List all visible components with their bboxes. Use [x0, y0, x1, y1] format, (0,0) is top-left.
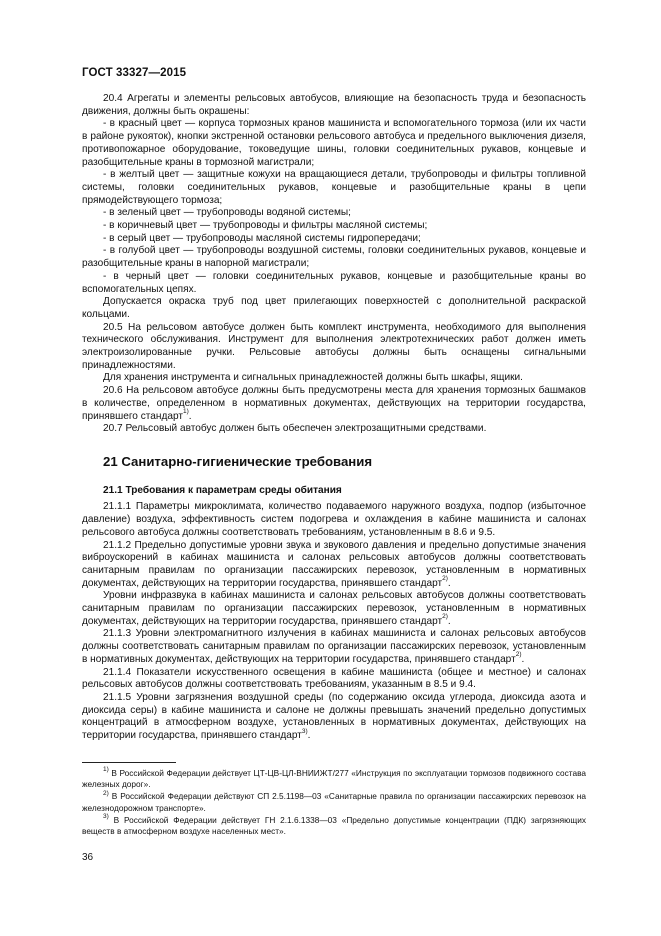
paragraph-21-1-2-text: 21.1.2 Предельно допустимые уровни звука и звукового давления и предельно допустимые значения виброускорений в кабинах машиниста и салонах рельсовых автобусов должны соответствовать санитарным правилам по организации пассажирских перевозок, установленным в нормативных документах, действующих на территории государства, принявшего стандарт	[82, 539, 586, 589]
paragraph-21-1-2-end: .	[447, 577, 451, 589]
paragraph-storage: Для хранения инструмента и сигнальных принадлежностей должны быть шкафы, ящики.	[103, 372, 523, 384]
footnote-text-1: В Российской Федерации действует ЦТ-ЦВ-ЦЛ-ВНИИЖТ/277 «Инструкция по эксплуатации тормозов подвижного состава железных дорог».	[82, 768, 586, 790]
paragraph-20-7: 20.7 Рельсовый автобус должен быть обеспечен электрозащитными средствами.	[103, 423, 487, 435]
paragraph-21-1-3	[82, 628, 586, 666]
subsection-title: 21.1 Требования к параметрам среды обитания	[103, 484, 342, 496]
footnote-2	[82, 791, 586, 813]
page-number: 36	[82, 852, 94, 863]
paragraph-infrasound-end: .	[447, 615, 451, 627]
paragraph-20-6-end: .	[188, 410, 192, 422]
document-header: ГОСТ 33327—2015	[82, 67, 187, 79]
footnote-mark-3: 3)	[103, 813, 109, 821]
list-item-brown: - в коричневый цвет — трубопроводы и фильтры масляной системы;	[103, 220, 428, 232]
list-item-green: - в зеленый цвет — трубопроводы водяной системы;	[103, 207, 351, 219]
section-title: 21 Санитарно-гигиенические требования	[103, 453, 373, 469]
footnote-ref-2b[interactable]: 2)	[442, 613, 448, 621]
paragraph-20-4: 20.4 Агрегаты и элементы рельсовых автобусов, влияющие на безопасность труда и безопасность движения, должны быть окрашены:	[82, 93, 586, 117]
paragraph-21-1-5	[82, 692, 586, 743]
paragraph-21-1-2	[82, 540, 586, 591]
paragraph-21-1-3-end: .	[521, 653, 525, 665]
paragraph-20-6	[82, 385, 586, 423]
list-item-yellow: - в желтый цвет — защитные кожухи на вращающиеся детали, трубопроводы и фильтры топливной системы, головки соединительных рукавов, концевые и разобщительные краны в цепи прямодействующего тормоза;	[82, 169, 586, 206]
list-item-black: - в черный цвет — головки соединительных рукавов, концевые и разобщительные краны во вспомогательных цепях.	[82, 270, 586, 295]
paragraph-21-1-3-text: 21.1.3 Уровни электромагнитного излучения в кабинах машиниста и салонах рельсовых автобусов должны соответствовать санитарным правилам по организации пассажирских перевозок, установленным в нормативных документах, действующих на территории государства, принявшего стандарт	[82, 628, 586, 665]
list-item-grey: - в серый цвет — трубопроводы масляной системы гидропередачи;	[103, 232, 421, 244]
paragraph-20-5: 20.5 На рельсовом автобусе должен быть комплект инструмента, необходимого для выполнения технического обслуживания. Инструмент для выполнения электротехнических работ должен иметь электроизолированные ручки. Рельсовые автобусы должны быть оснащены сигнальными принадлежностями.	[82, 321, 586, 371]
footnote-1	[82, 768, 586, 790]
paragraph-infrasound-text: Уровни инфразвука в кабинах машиниста и салонах рельсовых автобусов должны соответствовать санитарным правилам по организации пассажирских перевозок, установленным в нормативных документах, действующих на территории государства, принявшего стандарт	[82, 590, 586, 627]
list-item-blue: - в голубой цвет — трубопроводы воздушной системы, головки соединительных рукавов, концевые и разобщительные краны в напорной магистрали;	[82, 245, 586, 270]
footnote-ref-2[interactable]: 2)	[442, 575, 448, 583]
paragraph-21-1-4: 21.1.4 Показатели искусственного освещения в кабине машиниста (общее и местное) и салонах рельсовых автобусов должны соответствовать требованиям, указанным в 8.5 и 9.4.	[82, 666, 586, 691]
footnote-mark-2: 2)	[103, 789, 109, 797]
footnote-text-3: В Российской Федерации действует ГН 2.1.6.1338—03 «Предельно допустимые концентрации (ПДК) загрязняющих веществ в атмосферном воздухе населенных мест».	[82, 814, 586, 837]
list-item-red: - в красный цвет — корпуса тормозных кранов машиниста и вспомогательного тормоза (или их части в районе рукояток), кнопки экстренной остановки рельсового автобуса и предельного выключения дизеля, противопожарное оборудование, токоведущие шины, головки соединительных рукавов, концевые и разобщительные краны в тормозной магистрали;	[82, 118, 586, 168]
footnote-3	[82, 815, 586, 837]
footnote-divider	[82, 762, 176, 763]
paragraph-21-1-1: 21.1.1 Параметры микроклимата, количество подаваемого наружного воздуха, подпор (избыточное давление) воздуха, эффективность систем подогрева и охлаждения в кабине машиниста и салонах рельсового автобуса должны соответствовать требованиям, установленным в 8.6 и 9.5.	[82, 501, 586, 538]
body-text	[82, 93, 586, 743]
footnote-ref-3[interactable]: 3)	[301, 727, 308, 735]
footnote-ref-2c[interactable]: 2)	[515, 651, 522, 659]
footnote-text-2: В Российской Федерации действуют СП 2.5.1198—03 «Санитарные правила по организации пассажирских перевозок на железнодорожном транспорте».	[82, 791, 586, 813]
paragraph-infrasound	[82, 590, 586, 628]
paragraph-20-6-text: 20.6 На рельсовом автобусе должны быть предусмотрены места для хранения тормозных башмаков в количестве, определенном в нормативных документах, действующих на территории государства, принявшего стандарт	[82, 385, 586, 422]
paragraph-allowed: Допускается окраска труб под цвет прилегающих поверхностей с дополнительной раскраской кольцами.	[82, 296, 586, 320]
footnotes	[82, 768, 586, 838]
footnote-mark-1: 1)	[103, 766, 109, 774]
paragraph-21-1-5-text: 21.1.5 Уровни загрязнения воздушной среды (по содержанию оксида углерода, диоксида азота и диоксида серы) в кабине машиниста и салоне не должны превышать значений предельно допустимых концентраций в атмосферном воздухе, установленных в нормативных документах, действующих на территории государства, принявшего стандарт	[82, 691, 586, 742]
paragraph-21-1-5-end: .	[307, 730, 311, 742]
footnote-ref-1[interactable]: 1)	[182, 408, 189, 416]
